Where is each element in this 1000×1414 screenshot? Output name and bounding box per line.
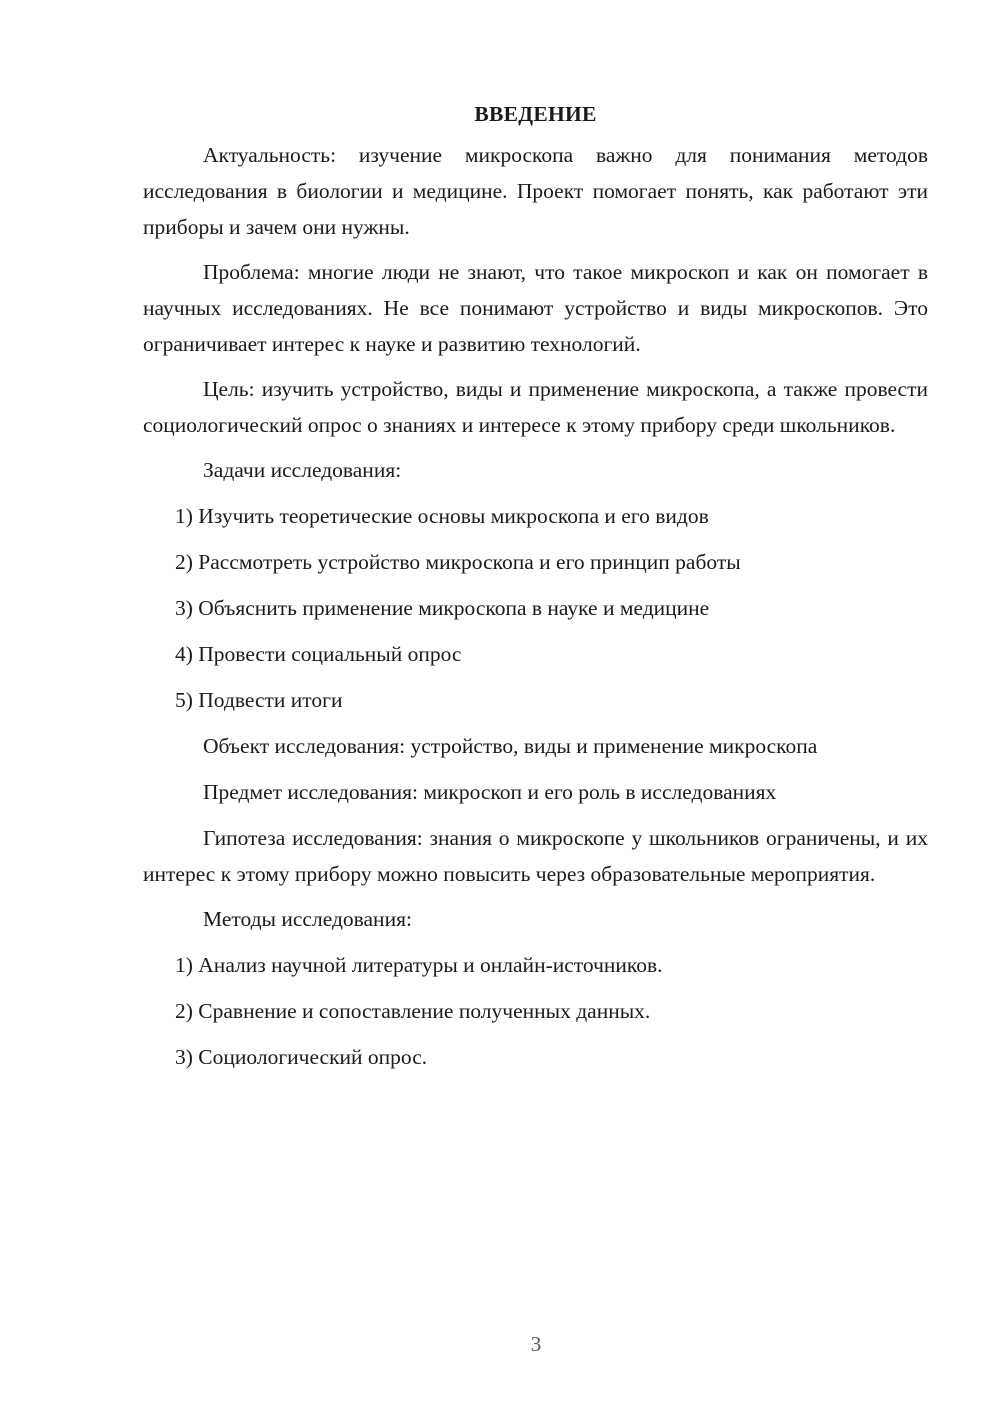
list-item: 2) Сравнение и сопоставление полученных данных. <box>175 999 651 1023</box>
list-item: 1) Изучить теоретические основы микроскопа и его видов <box>175 504 709 528</box>
methods-list <box>143 947 928 1075</box>
subject-paragraph: Предмет исследования: микроскоп и его роль в исследованиях <box>203 780 777 804</box>
list-item: 1) Анализ научной литературы и онлайн-источников. <box>175 953 663 977</box>
object-paragraph: Объект исследования: устройство, виды и применение микроскопа <box>203 734 818 758</box>
list-item: 4) Провести социальный опрос <box>175 642 462 666</box>
page-content <box>143 96 928 1085</box>
list-item: 5) Подвести итоги <box>175 688 343 712</box>
tasks-list <box>143 498 928 718</box>
problem-paragraph: Проблема: многие люди не знают, что такое микроскоп и как он помогает в научных исследованиях. Не все понимают устройство и виды микроскопов. Это ограничивает интерес к науке и развитию технологий. <box>143 260 928 356</box>
tasks-heading: Задачи исследования: <box>203 458 402 482</box>
list-item: 3) Объяснить применение микроскопа в науке и медицине <box>175 596 710 620</box>
hypothesis-paragraph: Гипотеза исследования: знания о микроскопе у школьников ограничены, и их интерес к этому прибору можно повысить через образовательные мероприятия. <box>143 826 928 886</box>
page-number: 3 <box>530 1332 542 1356</box>
goal-paragraph: Цель: изучить устройство, виды и применение микроскопа, а также провести социологический опрос о знаниях и интересе к этому прибору среди школьников. <box>143 377 928 437</box>
list-item: 2) Рассмотреть устройство микроскопа и его принцип работы <box>175 550 741 574</box>
relevance-paragraph: Актуальность: изучение микроскопа важно для понимания методов исследования в биологии и медицине. Проект помогает понять, как работают эти приборы и зачем они нужны. <box>143 143 928 239</box>
section-title: ВВЕДЕНИЕ <box>474 102 597 126</box>
list-item: 3) Социологический опрос. <box>175 1045 428 1069</box>
methods-heading: Методы исследования: <box>203 907 412 931</box>
